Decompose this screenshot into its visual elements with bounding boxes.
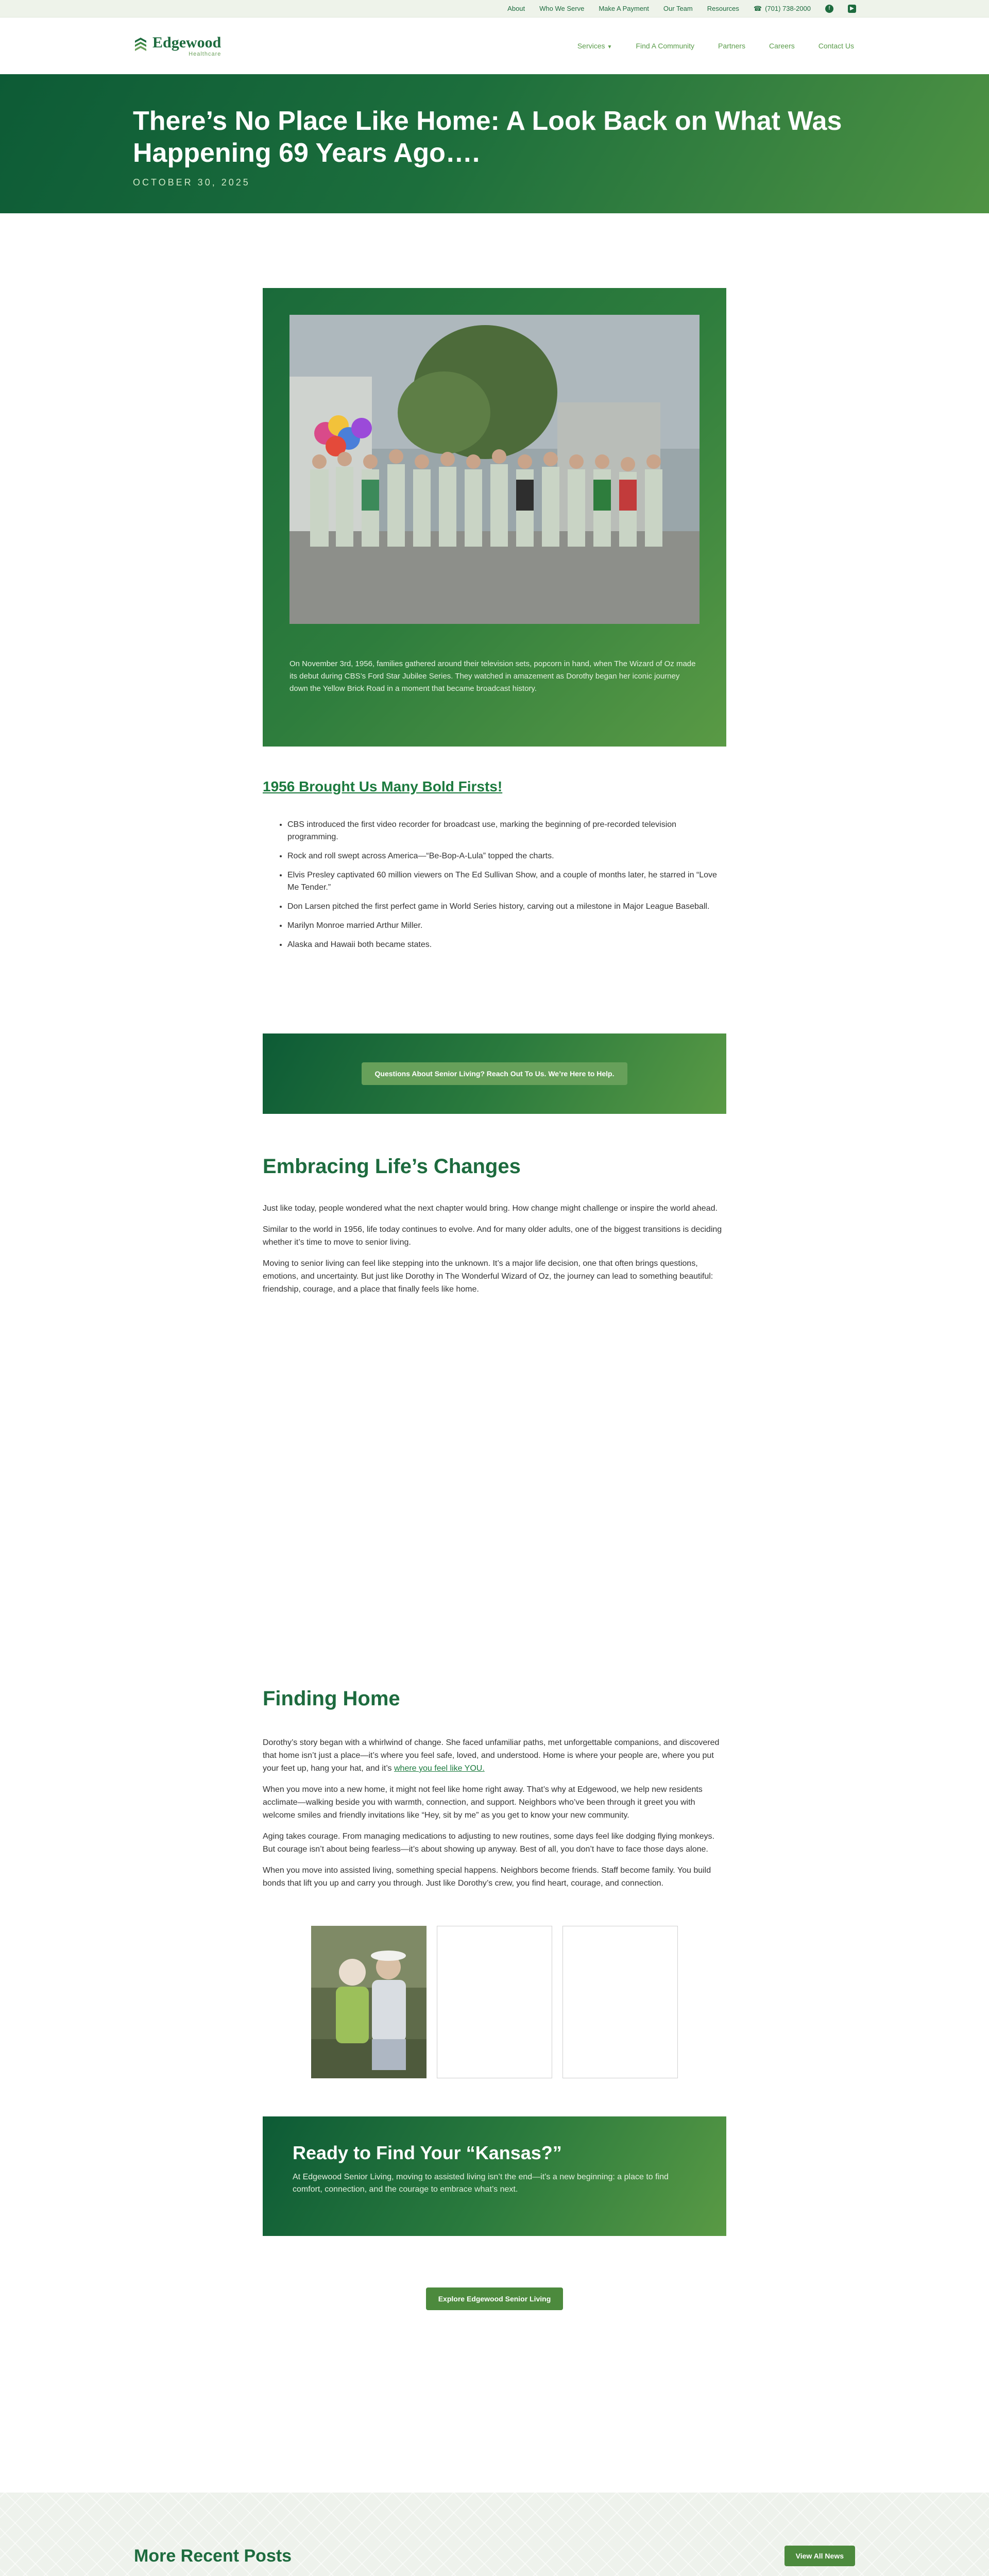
recent-posts-header: [134, 2546, 855, 2566]
firsts-list: [263, 819, 726, 951]
nav-contact-us[interactable]: Contact Us: [818, 42, 854, 50]
list-item: • CBS introduced the first video recorder for broadcast use, marking the beginning of pre-recorded television programming.: [287, 819, 726, 843]
site-logo[interactable]: [133, 35, 221, 57]
phone-icon: ☎: [753, 4, 762, 12]
contact-cta-band: [263, 1033, 726, 1114]
group-costume-photo: [289, 315, 700, 624]
kansas-cta-card: [263, 2116, 726, 2236]
list-item: • Don Larsen pitched the first perfect game in World Series history, carving out a milestone in Major League Baseball.: [287, 901, 726, 913]
paragraph: Aging takes courage. From managing medications to adjusting to new routines, some days feel like dodging flying monkeys. But courage isn’t about being fearless—it’s about showing up anyway. Best of all, you don’t have to face those days alone.: [263, 1832, 714, 1854]
explore-button[interactable]: Explore Edgewood Senior Living: [426, 2287, 564, 2310]
site-header: [0, 18, 989, 74]
nav-find-community[interactable]: Find A Community: [636, 42, 695, 50]
nav-careers[interactable]: Careers: [769, 42, 795, 50]
phone-number: (701) 738-2000: [765, 5, 811, 12]
view-all-news-button[interactable]: View All News: [785, 2546, 855, 2566]
page-title: There’s No Place Like Home: A Look Back on What Was Happening 69 Years Ago….: [133, 106, 842, 168]
logo-subtitle: Healthcare: [189, 50, 221, 57]
firsts-heading-link[interactable]: 1956 Brought Us Many Bold Firsts!: [263, 778, 503, 794]
utility-link-who-we-serve[interactable]: Who We Serve: [539, 5, 585, 12]
utility-link-resources[interactable]: Resources: [707, 5, 739, 12]
recent-posts-heading: More Recent Posts: [134, 2546, 292, 2566]
utility-link-our-team[interactable]: Our Team: [663, 5, 693, 12]
nav-services[interactable]: [577, 42, 612, 50]
finding-home-text: [263, 1736, 726, 1890]
leaf-logo-icon: [133, 37, 148, 55]
gallery-photo-couple[interactable]: [311, 1926, 427, 2078]
post-date: OCTOBER 30, 2025: [133, 177, 250, 188]
list-item: • Rock and roll swept across America—“Be-Bop-A-Lula” topped the charts.: [287, 850, 726, 862]
list-item: • Marilyn Monroe married Arthur Miller.: [287, 920, 726, 932]
nav-partners[interactable]: Partners: [718, 42, 745, 50]
list-item: • Elvis Presley captivated 60 million viewers on The Ed Sullivan Show, and a couple of months later, he starred in “Love Me Tender.”: [287, 869, 726, 894]
changes-heading: Embracing Life’s Changes: [263, 1155, 521, 1178]
featured-photo-card: [263, 288, 726, 747]
explore-wrap: [263, 2287, 726, 2310]
photo-caption: On November 3rd, 1956, families gathered around their television sets, popcorn in hand, when The Wizard of Oz made its debut during CBS’s Ford Star Jubilee Series. They watched in amazement as Dorothy began her iconic journey down the Yellow Brick Road in a moment that became broadcast history.: [289, 659, 696, 693]
logo-name: Edgewood: [152, 33, 221, 51]
paragraph: Just like today, people wondered what the next chapter would bring. How change might challenge or inspire the world ahead.: [263, 1204, 718, 1213]
nav-services-label: Services: [577, 42, 605, 50]
list-item: • Alaska and Hawaii both became states.: [287, 939, 726, 951]
gallery-photo-placeholder[interactable]: [562, 1926, 678, 2078]
paragraph: When you move into assisted living, something special happens. Neighbors become friends. Staff become family. You build bonds that lift you up and carry you through. Just like Dorothy’s crew, you find heart, courage, and connection.: [263, 1866, 711, 1888]
paragraph: When you move into a new home, it might not feel like home right away. That’s why at Edgewood, we help new residents acclimate—walking beside you with warmth, connection, and support. Neighbors who’ve been through it greet you with welcome smiles and friendly invitations like “Hey, sit by me” as you get to know your new community.: [263, 1785, 703, 1820]
paragraph-text: Dorothy’s story began with a whirlwind of change. She faced unfamiliar paths, met unforgettable companions, and discovered that home isn’t just a place—it’s where you feel safe, loved, and understood. Home is where your people are, where you put your feet up, hang your hat, and it’s: [263, 1738, 720, 1773]
hero-banner: [0, 74, 989, 213]
paragraph: Moving to senior living can feel like stepping into the unknown. It’s a major life decision, one that often brings questions, emotions, and uncertainty. But just like Dorothy in The Wonderful Wizard of Oz, the journey can lead to something beautiful: friendship, courage, and a place that finally feels like home.: [263, 1259, 713, 1294]
kansas-heading: Ready to Find Your “Kansas?”: [293, 2142, 562, 2163]
changes-text: [263, 1202, 726, 1296]
utility-bar: [0, 0, 989, 18]
main-nav: [577, 42, 854, 50]
facebook-icon[interactable]: f: [825, 5, 833, 13]
article-body: [263, 288, 726, 2310]
gallery-photo-placeholder[interactable]: [437, 1926, 552, 2078]
where-you-feel-like-you-link[interactable]: where you feel like YOU.: [394, 1764, 485, 1773]
utility-link-about[interactable]: About: [507, 5, 525, 12]
kansas-text: At Edgewood Senior Living, moving to assisted living isn’t the end—it’s a new beginning: a place to find comfort, connection, and the courage to embrace what’s next.: [293, 2173, 669, 2194]
recent-posts-section: [0, 2493, 989, 2576]
photo-gallery: [263, 1926, 726, 2078]
paragraph: Similar to the world in 1956, life today continues to evolve. And for many older adults, one of the biggest transitions is deciding whether it’s time to move to senior living.: [263, 1225, 722, 1247]
finding-home-heading: Finding Home: [263, 1687, 400, 1710]
youtube-icon[interactable]: ▶: [848, 5, 856, 13]
phone-link[interactable]: [754, 5, 811, 13]
chevron-down-icon: ▼: [607, 44, 612, 50]
contact-cta-button[interactable]: Questions About Senior Living? Reach Out To Us. We’re Here to Help.: [362, 1062, 628, 1085]
utility-link-make-payment[interactable]: Make A Payment: [599, 5, 649, 12]
paragraph: [263, 1736, 726, 1775]
